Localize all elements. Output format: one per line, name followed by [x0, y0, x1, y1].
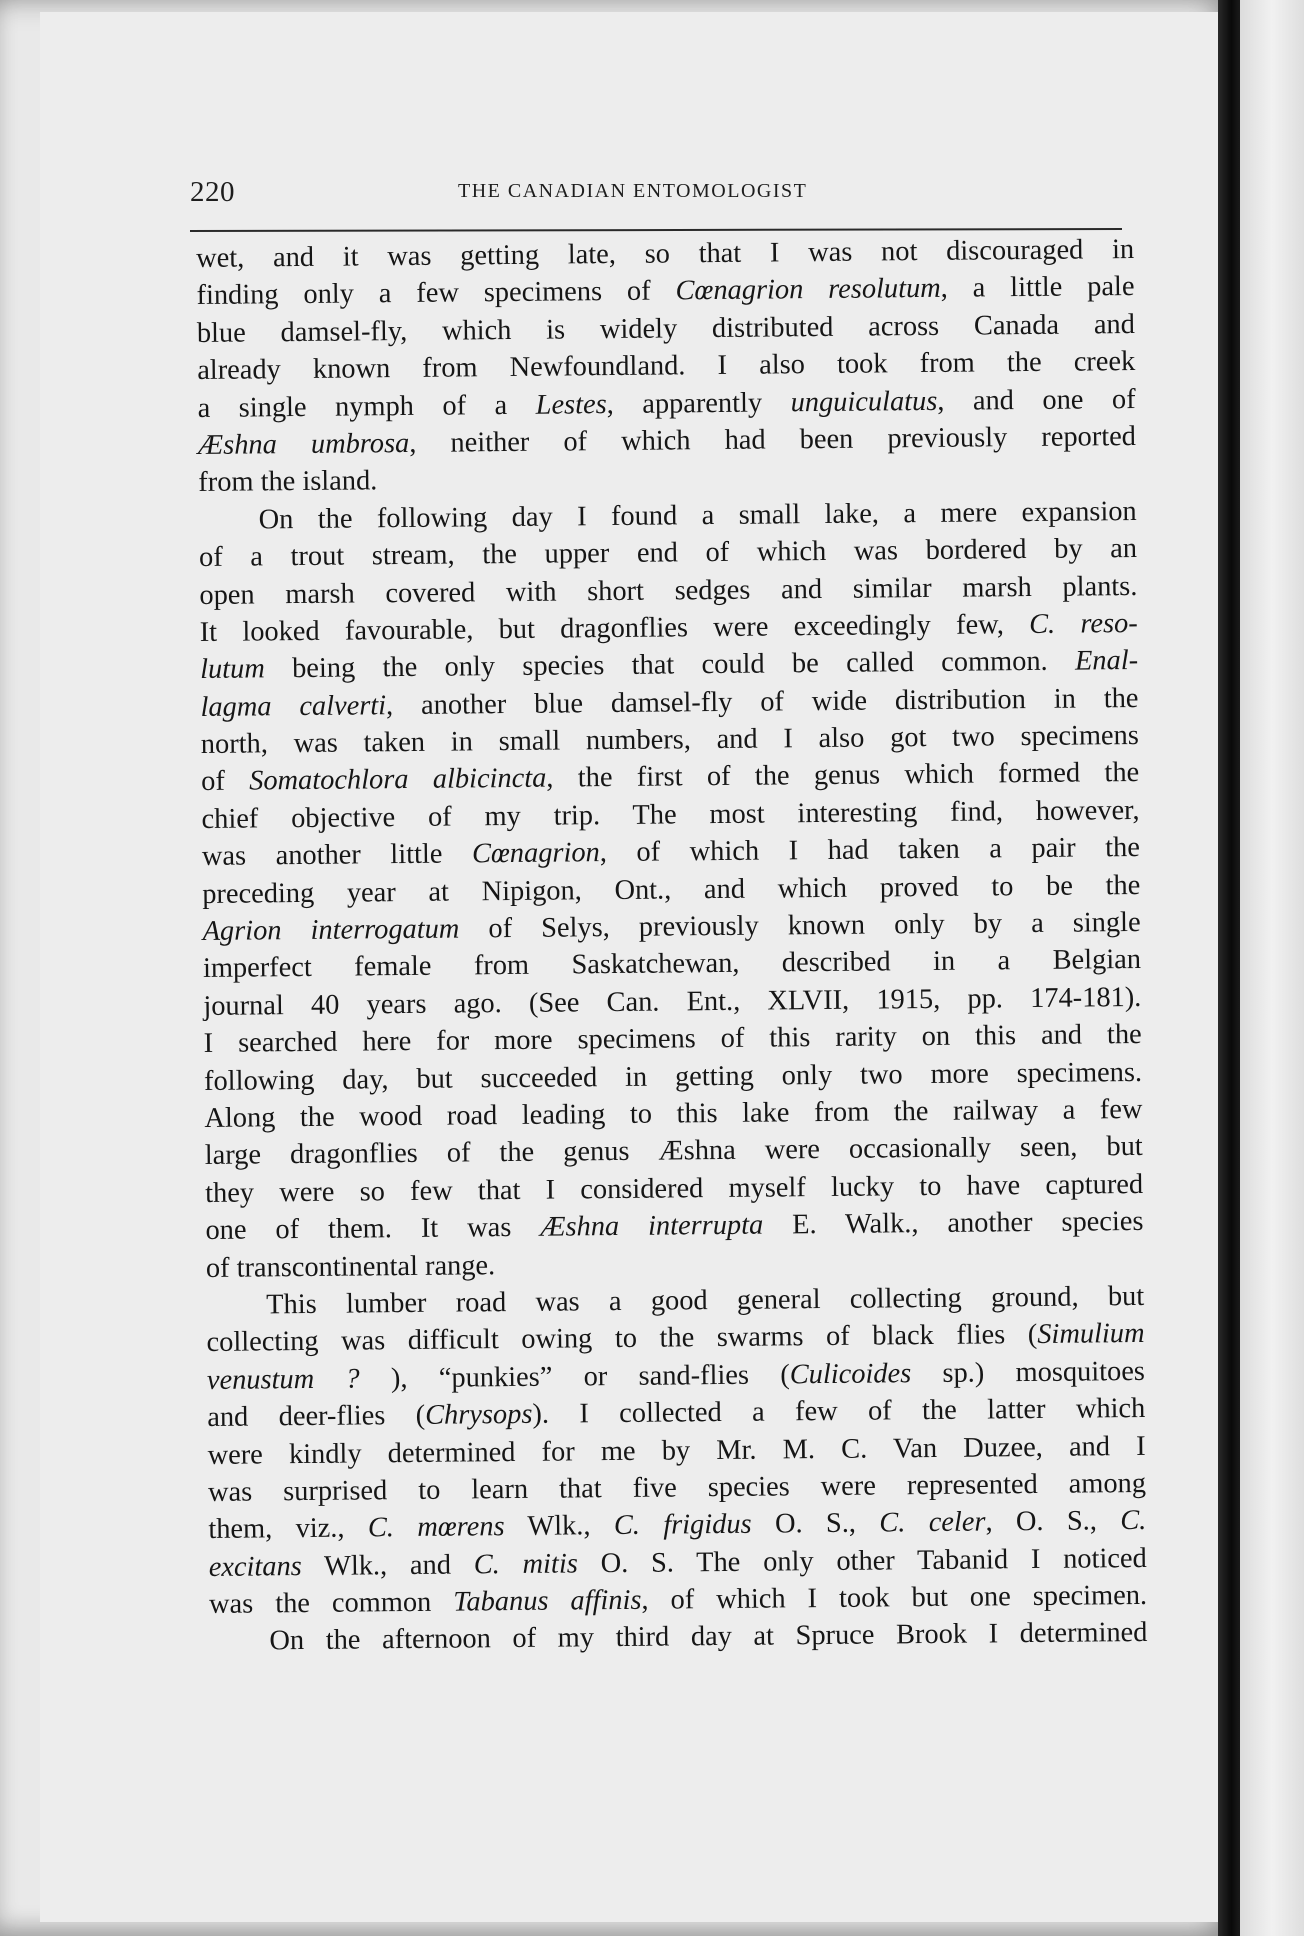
next-page-edge [1240, 0, 1304, 1936]
italic-text-segment: Chrysops [425, 1398, 533, 1431]
text-segment: large dragonflies of the genus Æshna were occasionally seen, but [204, 1131, 1143, 1172]
text-segment: ), “punkies” or sand-flies ( [359, 1359, 790, 1395]
text-segment: one of them. It was [205, 1211, 541, 1247]
text-segment: of a trout stream, the upper end of which was bordered by an [198, 533, 1138, 574]
running-head [190, 176, 1120, 216]
italic-text-segment: Cœnagrion resolutum [675, 273, 941, 307]
text-segment: , and one of [937, 383, 1136, 417]
italic-text-segment: C. reso- [1028, 607, 1138, 640]
text-segment: a single nymph of a [197, 389, 536, 424]
italic-text-segment: unguiculatus [790, 385, 938, 418]
italic-text-segment: C. frigidus [613, 1509, 752, 1542]
journal-title: THE CANADIAN ENTOMOLOGIST [458, 180, 808, 202]
italic-text-segment: C. celer [879, 1506, 986, 1539]
text-segment: sp.) mosquitoes [911, 1355, 1146, 1389]
text-segment: , apparently [606, 386, 791, 420]
text-segment: , of which I took but one specimen. [641, 1579, 1148, 1616]
text-segment: was surprised to learn that five species were represented among [207, 1467, 1147, 1508]
text-segment: imperfect female from Saskatchewan, described in a Belgian [202, 944, 1142, 985]
italic-text-segment: C. mœrens [367, 1511, 505, 1544]
text-segment: It looked favourable, but dragonflies were exceedingly few, [199, 608, 1030, 648]
text-segment: open marsh covered with short sedges and similar marsh plants. [199, 570, 1138, 611]
book-gutter [1218, 0, 1240, 1936]
italic-text-segment: Cœnagrion [471, 837, 600, 870]
text-segment: , another blue damsel-fly of wide distribution in the [385, 682, 1139, 721]
body-text [196, 231, 1148, 1661]
text-segment: Wlk., [504, 1510, 615, 1543]
text-segment: , a little pale [940, 271, 1135, 305]
text-segment: and deer-flies ( [207, 1399, 426, 1434]
text-segment: chief objective of my trip. The most interesting find, however, [201, 794, 1140, 835]
italic-text-segment: lutum [199, 653, 265, 686]
text-segment: of [201, 765, 250, 798]
italic-text-segment: venustum ? [206, 1363, 360, 1396]
italic-text-segment: C. mitis [473, 1548, 578, 1581]
text-segment: following day, but succeeded in getting only two more specimens. [203, 1056, 1143, 1097]
text-segment: , the first of the genus which formed the [546, 757, 1140, 795]
text-segment: of transcontinental range. [205, 1249, 496, 1284]
italic-text-segment: excitans [208, 1550, 302, 1583]
text-segment: wet, and it was getting late, so that I was not discouraged in [196, 233, 1135, 274]
text-segment: them, viz., [208, 1512, 369, 1546]
text-segment: On the afternoon of my third day at Spruce Brook I determined [269, 1617, 1148, 1657]
italic-text-segment: Culicoides [789, 1357, 912, 1391]
italic-text-segment: Tabanus affinis [453, 1584, 642, 1618]
text-segment: On the following day I found a small lake, a mere expansion [258, 495, 1137, 536]
text-segment: O. S. The only other Tabanid I noticed [577, 1542, 1147, 1580]
text-segment: This lumber road was a good general collecting ground, but [266, 1280, 1145, 1321]
text-segment: blue damsel-fly, which is widely distributed across Canada and [196, 308, 1136, 349]
italic-text-segment: Æshna umbrosa [197, 427, 410, 461]
italic-text-segment: Æshna interrupta [540, 1209, 764, 1243]
page-number: 220 [190, 176, 235, 208]
text-segment: , neither of which had been previously reported [409, 420, 1137, 459]
text-segment: O. S., [751, 1507, 880, 1541]
italic-text-segment: Agrion interrogatum [202, 913, 460, 947]
text-segment: being the only species that could be called common. [264, 645, 1076, 685]
italic-text-segment: Somatochlora albicincta [249, 763, 547, 797]
text-segment: journal 40 years ago. (See Can. Ent., XLVII, 1915, pp. 174-181). [203, 981, 1142, 1022]
text-segment: ). I collected a few of the latter which [532, 1393, 1146, 1430]
text-segment: north, was taken in small numbers, and I also got two specimens [200, 720, 1139, 761]
italic-text-segment: Simulium [1037, 1318, 1145, 1351]
text-segment: Along the wood road leading to this lake from the railway a few [204, 1093, 1143, 1134]
italic-text-segment: Enal- [1074, 645, 1139, 677]
text-segment: collecting was difficult owing to the swarms of black flies ( [206, 1319, 1038, 1359]
italic-text-segment: C. [1120, 1505, 1147, 1537]
text-segment: finding only a few specimens of [196, 275, 676, 312]
text-segment: were kindly determined for me by Mr. M. C. Van Duzee, and I [207, 1430, 1146, 1471]
text-segment: , of which I had taken a pair the [599, 832, 1141, 869]
text-segment: , O. S., [985, 1505, 1121, 1538]
text-segment: Wlk., and [301, 1549, 474, 1582]
text-segment: preceding year at Nipigon, Ont., and which proved to be the [202, 869, 1141, 910]
text-segment: from the island. [198, 465, 378, 499]
italic-text-segment: lagma calverti [200, 689, 387, 723]
text-segment: already known from Newfoundland. I also took from the creek [197, 346, 1136, 387]
text-segment: I searched here for more specimens of this rarity on this and the [203, 1019, 1142, 1060]
text-segment: was another little [201, 838, 473, 873]
text-segment: E. Walk., another species [763, 1206, 1144, 1241]
text-segment: was the common [208, 1586, 454, 1620]
text-segment: they were so few that I considered myself lucky to have captured [205, 1168, 1144, 1209]
italic-text-segment: Lestes [535, 388, 607, 421]
text-segment: of Selys, previously known only by a single [459, 906, 1141, 945]
